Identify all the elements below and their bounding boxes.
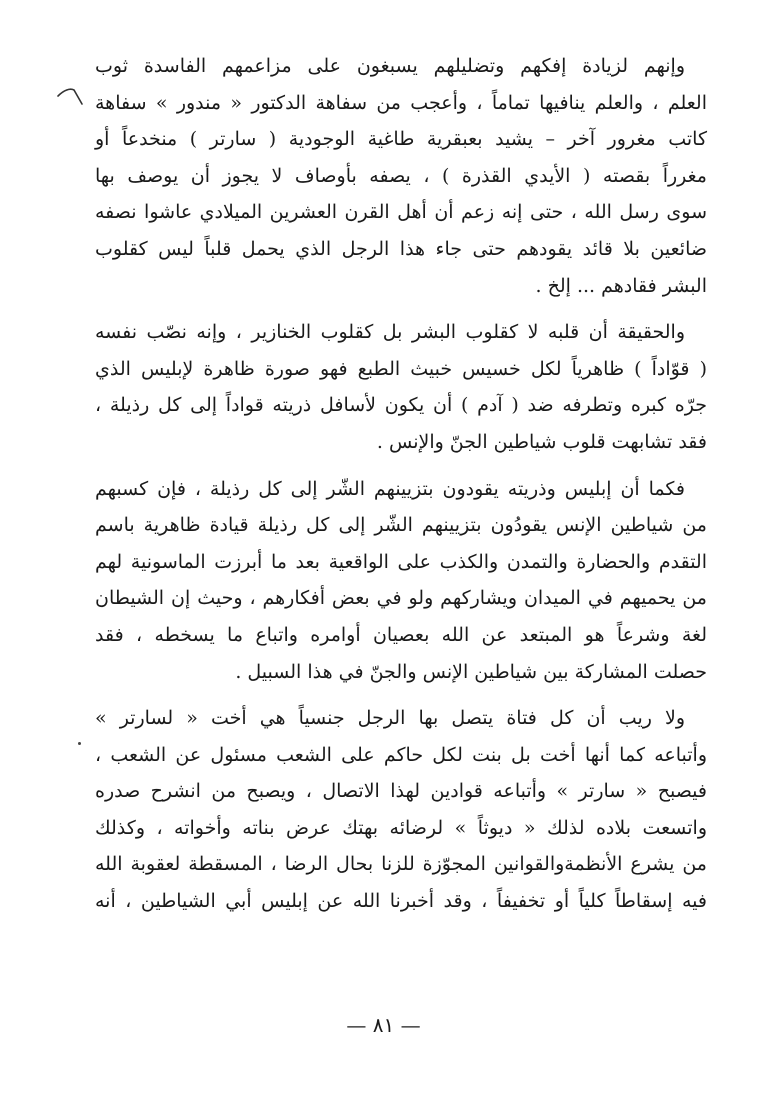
text-line: فكما أن إبليس وذريته يقودون بتزيينهم الشّر إلى كل رذيلة ، فإن كسبهم [95, 477, 685, 500]
text-line: والحقيقة أن قلبه لا كقلوب البشر بل كقلوب الخنازير ، وإنه نصّب نفسه [95, 321, 685, 344]
text-line: ولا ريب أن كل فتاة يتصل بها الرجل جنسياً هي أخت « لسارتر » [95, 707, 685, 730]
paragraph-4 [95, 700, 707, 920]
text-line: البشر فقادهم ... إلخ . [535, 274, 707, 297]
ink-speck [78, 742, 81, 745]
text-line: من يشرع الأنظمةوالقوانين المجوّزة للزنا بحال الرضا ، المسقطة لعقوبة الله [95, 853, 707, 876]
paragraph-1 [95, 48, 707, 304]
text-line: جرّه كبره وتطرفه ضد ( آدم ) أن يكون لأسافل ذريته قواداً إلى كل رذيلة ، [95, 394, 707, 417]
text-line: فقد تشابهت قلوب شياطين الجنّ والإنس . [376, 430, 707, 453]
text-line: فيصبح « سارتر » وأتباعه قوادين لهذا الاتصال ، ويصبح من انشرح صدره [95, 780, 707, 803]
paragraph-2 [95, 314, 707, 460]
text-line: واتسعت بلاده لذلك « ديوثاً » لرضائه بهتك عرض بناته وأخواته ، وكذلك [95, 816, 707, 839]
text-line: فيه إسقاطاً كلياً أو تخفيفاً ، وقد أخبرنا الله عن إبليس أبي الشياطين ، أنه [95, 890, 707, 913]
text-line: ( قوّاداً ) ظاهرياً لكل خسيس خبيث الطبع فهو صورة ظاهرة لإبليس الذي [95, 357, 707, 380]
text-line: حصلت المشاركة بين شياطين الإنس والجنّ في هذا السبيل . [235, 660, 707, 683]
page-number: — ٨١ — [346, 1013, 421, 1037]
margin-pen-mark [56, 86, 86, 108]
text-line: من شياطين الإنس يقودُون بتزيينهم الشّر إلى كل رذيلة قيادة ظاهرية باسم [95, 514, 707, 537]
text-line: من يحميهم في الميدان ويشاركهم ولو في بعض أفكارهم ، وحيث إن الشيطان [95, 587, 707, 610]
document-page [95, 48, 707, 920]
text-line: سوى رسل الله ، حتى إنه زعم أن أهل القرن العشرين الميلادي عاشوا نصفه [95, 201, 707, 224]
text-line: كاتب مغرور آخر – يشيد بعبقرية طاغية الوجودية ( سارتر ) منخدعاً أو [95, 128, 707, 151]
text-line: ضائعين بلا قائد يقودهم حتى جاء هذا الرجل الذي يحمل قلباً ليس كقلوب [95, 237, 707, 260]
paragraph-3 [95, 471, 707, 691]
text-line: مغرراً بقصته ( الأيدي القذرة ) ، يصفه بأوصاف لا يجوز أن يوصف بها [95, 164, 707, 187]
text-line: التقدم والحضارة والتمدن والكذب على الواقعية بعد ما أبرزت الماسونية لهم [95, 550, 707, 573]
text-line: وأتباعه كما أنها أخت بل بنت لكل حاكم على الشعب مسئول عن الشعب ، [95, 743, 707, 766]
text-line: العلم ، والعلم ينافيها تماماً ، وأعجب من سفاهة الدكتور « مندور » سفاهة [95, 91, 707, 114]
text-line: لغة وشرعاً هو المبتعد عن الله بعصيان أوامره واتباع ما يسخطه ، فقد [95, 623, 707, 646]
text-line: وإنهم لزيادة إفكهم وتضليلهم يسبغون على مزاعمهم الفاسدة ثوب [95, 55, 685, 77]
